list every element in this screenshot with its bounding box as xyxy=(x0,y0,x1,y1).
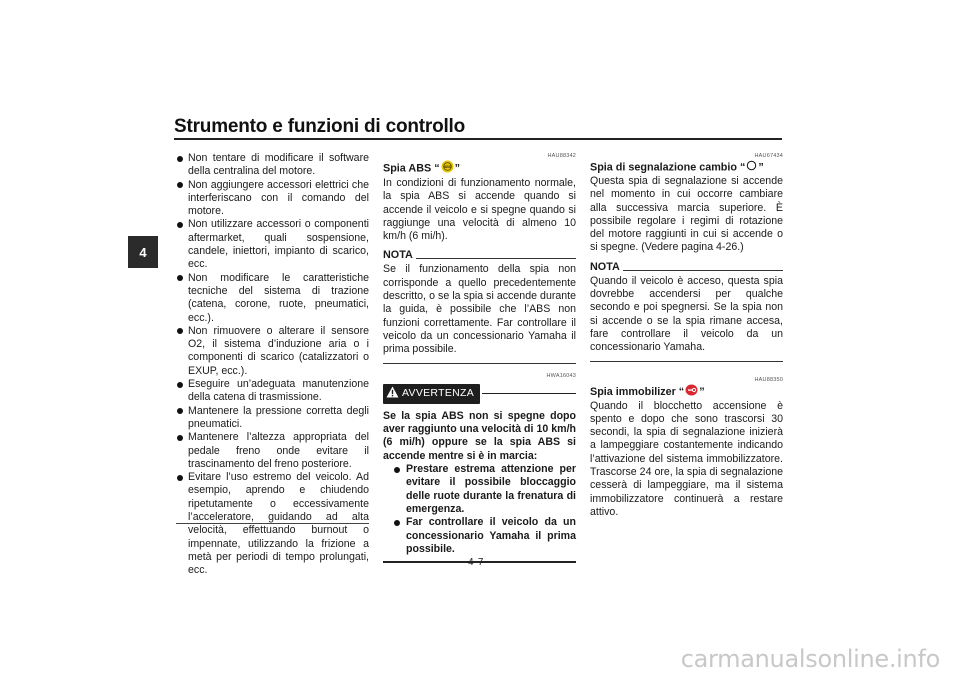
reference-code: HAU67434 xyxy=(754,153,783,159)
bullet-icon xyxy=(177,156,183,162)
warning-badge xyxy=(383,384,480,404)
nota-text: Quando il veicolo è acceso, questa spia dovrebbe accendersi per qualche secondo e poi spegnersi. Se la spia non si accende o se la spia rimane accesa, fare controllare il veicolo da un concessionario Yamaha. xyxy=(590,274,783,354)
list-item: Non rimuovere o alterare il sensore O2, il sistema d’induzione aria o i componenti di scarico (catalizzatori o EXUP, ecc.). xyxy=(176,325,369,378)
bullet-icon xyxy=(394,520,400,526)
bullet-icon xyxy=(177,408,183,414)
reference-code: HWA16043 xyxy=(546,372,576,379)
list-item: Non tentare di modificare il software della centralina del motore. xyxy=(176,152,369,179)
bullet-icon xyxy=(177,275,183,281)
column-1-end-rule xyxy=(176,523,369,524)
page-title: Strumento e funzioni di controllo xyxy=(174,116,466,137)
immobilizer-heading: Spia immobilizer “ ” xyxy=(590,384,783,400)
chapter-tab: 4 xyxy=(128,236,158,268)
svg-text:ABS: ABS xyxy=(443,165,451,169)
bullet-icon xyxy=(177,328,183,334)
list-item: Prestare estrema attenzione per evitare il possibile bloccaggio delle ruote durante la frenatura di emergenza. xyxy=(393,463,576,516)
reference-code: HAU88342 xyxy=(547,153,576,159)
shift-indicator-heading: Spia di segnalazione cambio “ ” xyxy=(590,161,764,174)
page-number: 4-7 xyxy=(468,557,484,568)
nota-divider xyxy=(623,270,783,271)
column-3 xyxy=(590,152,783,519)
list-item: Non modificare le caratteristiche tecniche del sistema di trazione (catena, corone, ruote, pneumatici, ecc.). xyxy=(176,272,369,325)
nota-header xyxy=(590,261,783,273)
list-item: Mantenere la pressione corretta degli pneumatici. xyxy=(176,405,369,432)
list-item: Non utilizzare accessori o componenti aftermarket, quali sospensione, candele, iniettori, impianto di scarico, ecc. xyxy=(176,218,369,271)
warning-triangle-icon xyxy=(386,386,399,402)
shift-indicator-icon xyxy=(746,160,757,175)
warning-divider xyxy=(482,393,576,395)
abs-heading: Spia ABS “ ABS ” xyxy=(383,160,576,177)
list-item: Eseguire un’adeguata manutenzione della catena di trasmissione. xyxy=(176,378,369,405)
nota-text: Se il funzionamento della spia non corrisponde a quello precedentemente descritto, o se la spia si accende durante la guida, è possibile che l’ABS non funzioni correttamente. Far controllare il veicolo da un concessionario Yamaha il prima possibile. xyxy=(383,263,576,356)
bullet-icon xyxy=(177,435,183,441)
warning-text: Se la spia ABS non si spegne dopo aver raggiunto una velocità di 10 km/h (6 mi/h) oppure se la spia ABS si accende mentre si è in marcia: xyxy=(383,409,576,462)
nota-end-rule xyxy=(383,363,576,364)
list-item: Non aggiungere accessori elettrici che interferiscano con il comando del motore. xyxy=(176,179,369,219)
abs-description: In condizioni di funzionamento normale, la spia ABS si accende quando si accende il veicolo e si spegne quando si raggiunge una velocità di almeno 10 km/h (6 mi/h). xyxy=(383,177,576,243)
bullet-icon xyxy=(177,222,183,228)
column-1 xyxy=(176,152,369,578)
immobilizer-icon xyxy=(685,384,698,400)
nota-label: NOTA xyxy=(383,249,413,262)
bullet-icon xyxy=(177,182,183,188)
nota-header xyxy=(383,249,576,261)
warning-label: AVVERTENZA xyxy=(402,387,475,400)
list-item: Evitare l’uso estremo del veicolo. Ad esempio, aprendo e chiudendo ripetutamente o eccessivamente l’acceleratore, guidando ad alta velocità, effettuando burnout o impennate, utilizzando la frizione a metà per periodi di tempo prolungati, ecc. xyxy=(176,471,369,577)
abs-warning-icon xyxy=(441,160,454,177)
nota-end-rule xyxy=(590,361,783,362)
shift-indicator-description: Questa spia di segnalazione si accende nel momento in cui occorre cambiare alla successiva marcia superiore. È possibile regolare i regimi di rotazione del motore raggiunti in cui si accende o si spegne. (Vedere pagina 4-26.) xyxy=(590,175,783,254)
precautions-list xyxy=(176,152,369,578)
reference-code: HAU88350 xyxy=(754,376,783,383)
nota-divider xyxy=(416,258,576,259)
bullet-icon xyxy=(394,467,400,473)
column-2 xyxy=(383,152,576,563)
bullet-icon xyxy=(177,475,183,481)
watermark: carmanualsonline.info xyxy=(680,645,940,673)
bullet-icon xyxy=(177,382,183,388)
title-rule xyxy=(174,138,782,140)
immobilizer-description: Quando il blocchetto accensione è spento e dopo che sono trascorsi 30 secondi, la spia di segnalazione inizierà a lampeggiare costantemente indicando l’attivazione del sistema immobilizzatore. Trascorse 24 ore, la spia di segnalazione cesserà di lampeggiare, ma il sistema immobilizzatore continuerà a restare attivo. xyxy=(590,399,783,518)
warning-body xyxy=(383,410,576,556)
warning-header xyxy=(383,384,576,404)
list-item: Far controllare il veicolo da un concessionario Yamaha il prima possibile. xyxy=(393,516,576,556)
list-item: Mantenere l’altezza appropriata del pedale freno onde evitare il trascinamento del freno posteriore. xyxy=(176,431,369,471)
nota-label: NOTA xyxy=(590,260,620,273)
warning-list xyxy=(393,463,576,556)
